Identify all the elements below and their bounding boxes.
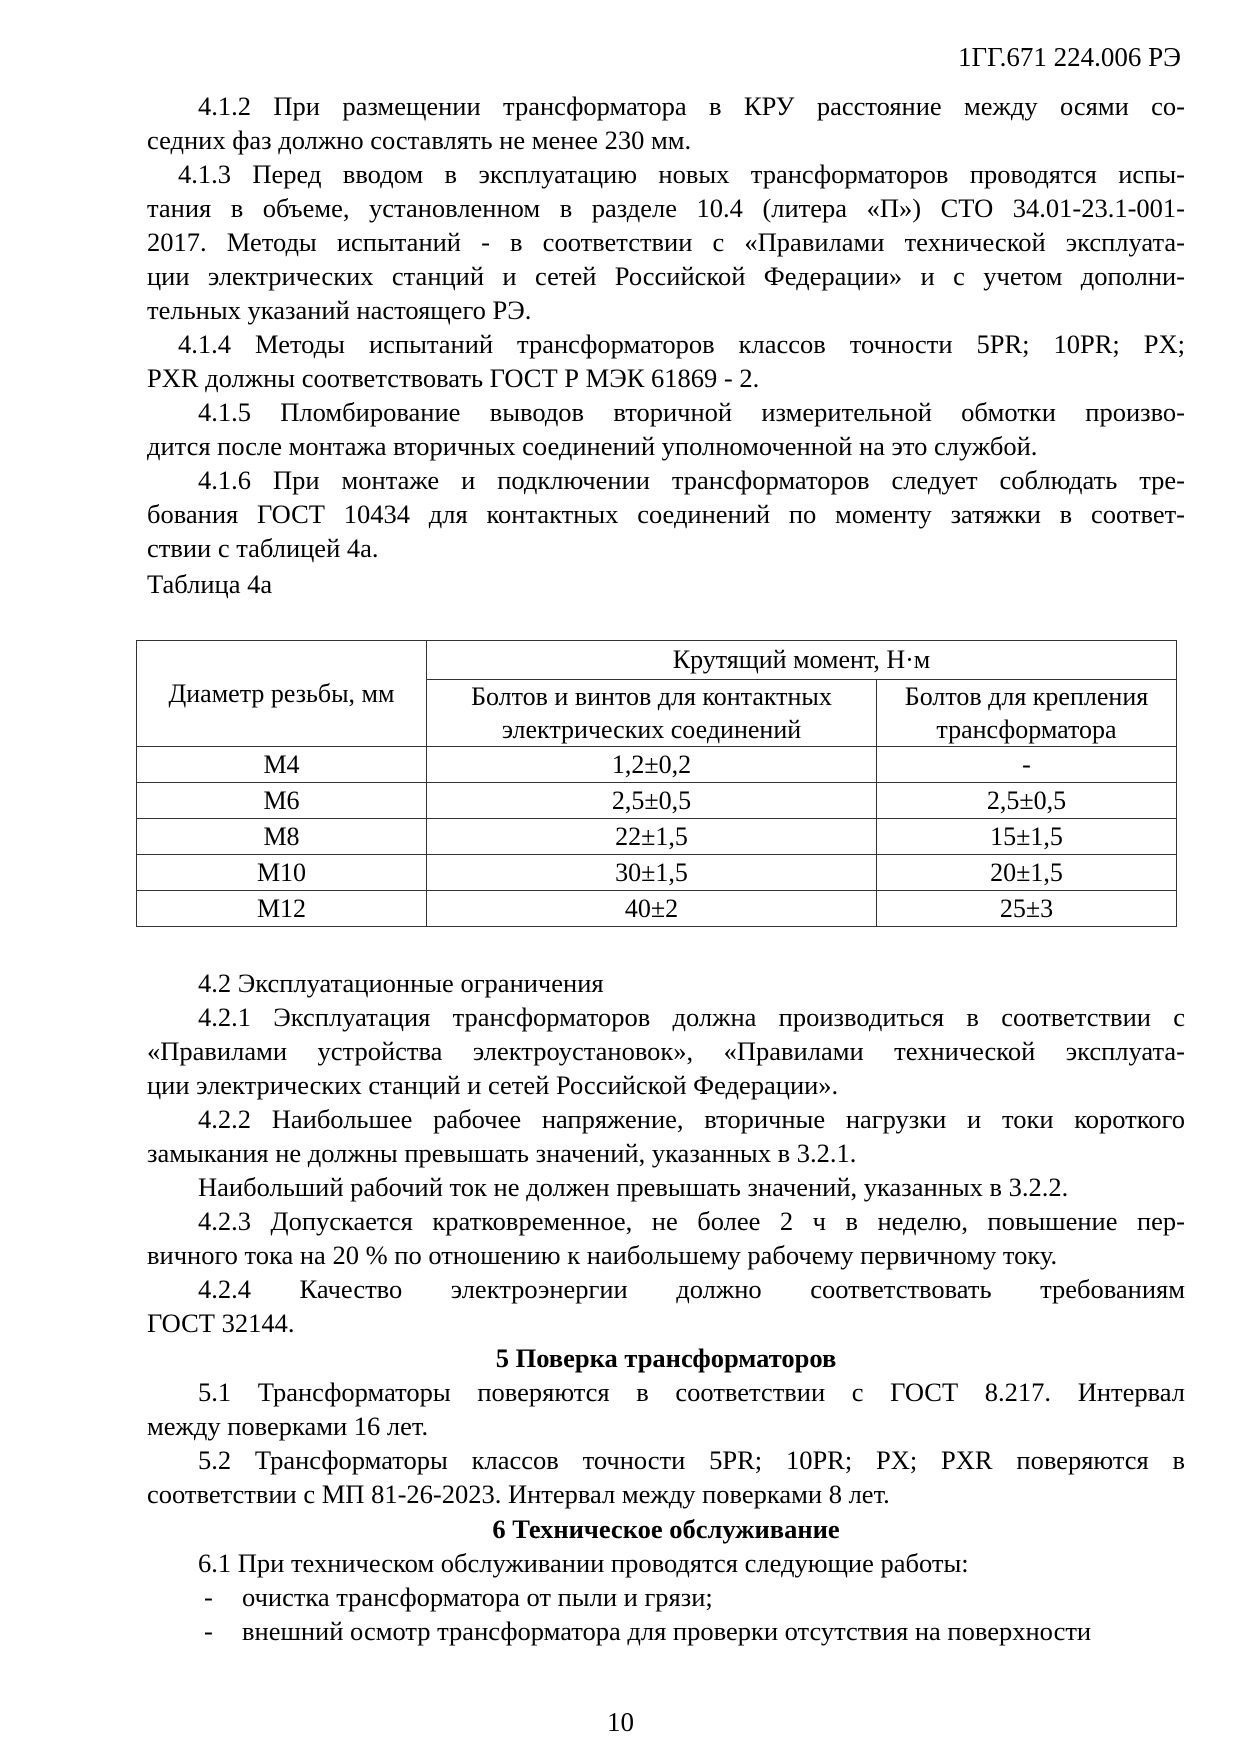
paragraph-4-1-2-line: 4.1.2 При размещении трансформатора в КРУ расстояние между осями со- [198,91,1185,121]
cell-thread: М8 [137,819,427,855]
paragraph-4-2-1-line: 4.2.1 Эксплуатация трансформаторов должна производиться в соответствии с [198,1002,1185,1032]
table-row [137,855,1177,891]
paragraph-4-1-6-line: бования ГОСТ 10434 для контактных соединений по моменту затяжки в соответ- [147,499,1185,529]
paragraph-4-2-1-line: «Правилами устройства электроустановок», «Правилами технической эксплуата- [147,1036,1185,1066]
cell-mounting-torque: 25±3 [877,891,1177,927]
paragraph-4-1-6-line: 4.1.6 При монтаже и подключении трансформаторов следует соблюдать тре- [198,465,1185,495]
cell-mounting-torque: - [877,747,1177,783]
table-row [137,783,1177,819]
paragraph-5-2-line: соответствии с МП 81-26-2023. Интервал между поверками 8 лет. [147,1479,890,1509]
table-header-torque-group: Крутящий момент, Н·м [427,641,1177,680]
paragraph-4-1-3-line: 4.1.3 Перед вводом в эксплуатацию новых трансформаторов проводятся испы- [178,159,1185,189]
cell-contact-torque: 22±1,5 [427,819,877,855]
table-header-mounting-bolts [877,680,1177,747]
paragraph-4-2-2-line: Наибольший рабочий ток не должен превышать значений, указанных в 3.2.2. [198,1172,1069,1202]
list-bullet-dash: - [204,1582,213,1612]
page-number: 10 [607,1707,634,1737]
cell-thread: М12 [137,891,427,927]
list-bullet-dash: - [204,1616,213,1646]
cell-contact-torque: 40±2 [427,891,877,927]
paragraph-6-1: 6.1 При техническом обслуживании проводятся следующие работы: [198,1548,969,1578]
section-5-heading: 5 Поверка трансформаторов [495,1343,837,1373]
table-header-thread-diameter: Диаметр резьбы, мм [137,641,427,747]
paragraph-4-1-5-line: 4.1.5 Пломбирование выводов вторичной измерительной обмотки произво- [198,397,1185,427]
paragraph-4-2-3-line: 4.2.3 Допускается кратковременное, не более 2 ч в неделю, повышение пер- [198,1206,1185,1236]
document-code: 1ГГ.671 224.006 РЭ [957,42,1181,72]
paragraph-4-1-3-line: тельных указаний настоящего РЭ. [147,295,532,325]
table-header-contact-bolts [427,680,877,747]
header-line: трансформатора [936,715,1117,744]
list-item: внешний осмотр трансформатора для проверки отсутствия на поверхности [242,1616,1092,1646]
torque-table [136,640,1177,927]
paragraph-4-1-4-line: PXR должны соответствовать ГОСТ Р МЭК 61869 - 2. [147,363,760,393]
header-line: Болтов для крепления [904,682,1149,711]
cell-contact-torque: 2,5±0,5 [427,783,877,819]
paragraph-4-2-2-line: замыкания не должны превышать значений, указанных в 3.2.1. [147,1138,857,1168]
list-item: очистка трансформатора от пыли и грязи; [242,1582,713,1612]
paragraph-5-1-line: 5.1 Трансформаторы поверяются в соответствии с ГОСТ 8.217. Интервал [198,1377,1185,1407]
paragraph-4-1-5-line: дится после монтажа вторичных соединений уполномоченной на это службой. [147,431,1038,461]
paragraph-4-1-4-line: 4.1.4 Методы испытаний трансформаторов классов точности 5PR; 10PR; PX; [178,329,1185,359]
cell-mounting-torque: 2,5±0,5 [877,783,1177,819]
paragraph-4-1-6-line: ствии с таблицей 4а. [147,533,379,563]
table-row [137,819,1177,855]
cell-mounting-torque: 15±1,5 [877,819,1177,855]
table-row [137,747,1177,783]
header-line: Болтов и винтов для контактных [471,682,832,711]
cell-mounting-torque: 20±1,5 [877,855,1177,891]
section-6-heading: 6 Техническое обслуживание [492,1514,840,1544]
table-caption: Таблица 4а [147,569,273,599]
paragraph-4-2-3-line: вичного тока на 20 % по отношению к наибольшему рабочему первичному току. [147,1240,1058,1270]
cell-contact-torque: 1,2±0,2 [427,747,877,783]
paragraph-4-2-2-line: 4.2.2 Наибольшее рабочее напряжение, вторичные нагрузки и токи короткого [198,1104,1185,1134]
paragraph-4-1-3-line: ции электрических станций и сетей Российской Федерации» и с учетом дополни- [147,261,1185,291]
cell-thread: М10 [137,855,427,891]
paragraph-4-1-2-line: седних фаз должно составлять не менее 230 мм. [147,125,692,155]
paragraph-4-1-3-line: 2017. Методы испытаний - в соответствии с «Правилами технической эксплуата- [147,227,1185,257]
cell-thread: М6 [137,783,427,819]
header-line: электрических соединений [501,715,802,744]
paragraph-4-2-4-line: ГОСТ 32144. [147,1308,295,1338]
table-row [137,891,1177,927]
paragraph-5-2-line: 5.2 Трансформаторы классов точности 5PR; 10PR; PX; PXR поверяются в [198,1445,1185,1475]
paragraph-4-1-3-line: тания в объеме, установленном в разделе 10.4 (литера «П») СТО 34.01-23.1-001- [147,193,1185,223]
cell-thread: М4 [137,747,427,783]
section-4-2-heading: 4.2 Эксплуатационные ограничения [198,968,604,998]
paragraph-5-1-line: между поверками 16 лет. [147,1411,429,1441]
cell-contact-torque: 30±1,5 [427,855,877,891]
paragraph-4-2-4-line: 4.2.4 Качество электроэнергии должно соответствовать требованиям [198,1274,1185,1304]
paragraph-4-2-1-line: ции электрических станций и сетей Российской Федерации». [147,1070,839,1100]
